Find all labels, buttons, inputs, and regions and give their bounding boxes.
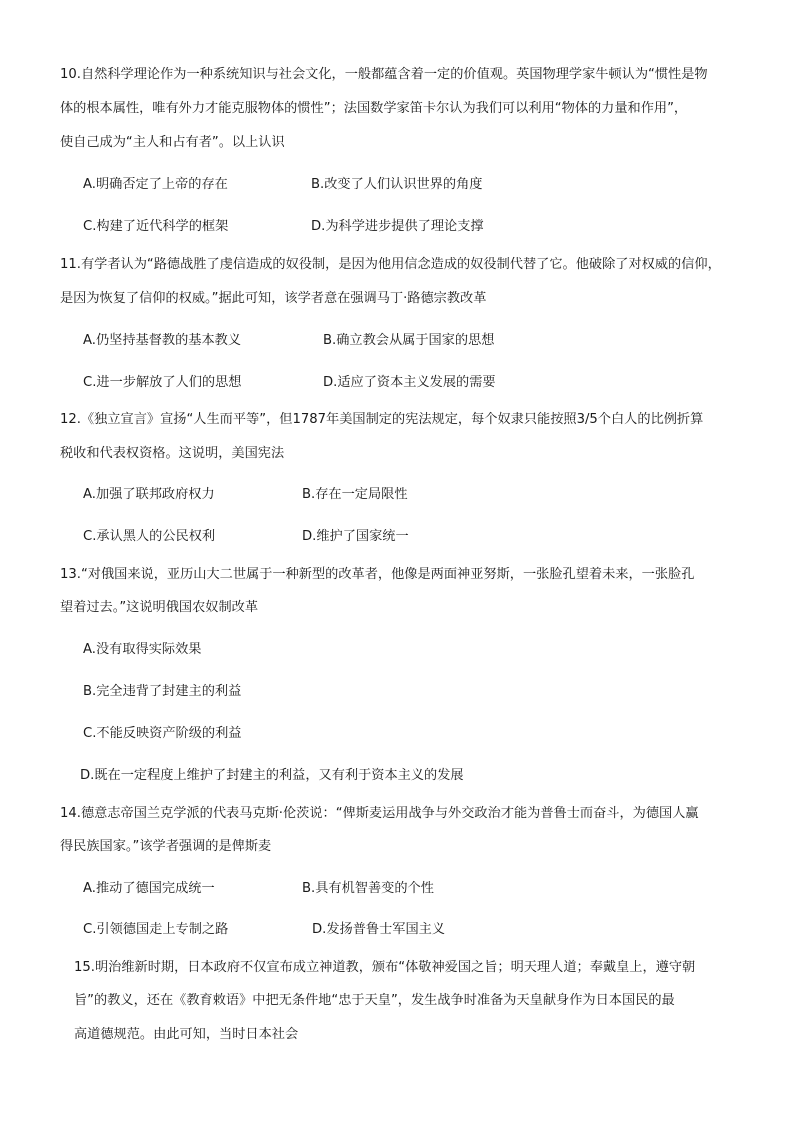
- q13-stem-line-2: 望着过去。”这说明俄国农奴制改革: [60, 600, 259, 615]
- q14-option-c: C.引领德国走上专制之路: [83, 922, 229, 937]
- q15-stem-line-1: 15.明治维新时期，日本政府不仅宣布成立神道教，颁布“体敬神爱国之旨；明天理人道；奉戴皇上，遵守朝: [74, 960, 696, 975]
- q10-option-c: C.构建了近代科学的框架: [83, 219, 229, 234]
- q12-option-d: D.维护了国家统一: [302, 529, 409, 544]
- q15-stem-line-3: 高道德规范。由此可知，当时日本社会: [74, 1027, 299, 1042]
- q13-stem-line-1: 13.“对俄国来说，亚历山大二世属于一种新型的改革者，他像是两面神亚努斯，一张脸孔望着未来，一张脸孔: [60, 567, 695, 582]
- q14-option-d: D.发扬普鲁士军国主义: [312, 922, 446, 937]
- q11-option-c: C.进一步解放了人们的思想: [83, 375, 242, 390]
- q11-option-a: A.仍坚持基督教的基本教义: [83, 333, 242, 348]
- q12-stem-line-1: 12.《独立宣言》宣扬“人生而平等”，但1787年美国制定的宪法规定，每个奴隶只能按照3/5个白人的比例折算: [60, 412, 704, 427]
- q12-option-a: A.加强了联邦政府权力: [83, 487, 215, 502]
- q10-option-a: A.明确否定了上帝的存在: [83, 177, 228, 192]
- q12-stem-line-2: 税收和代表权资格。这说明，美国宪法: [60, 446, 285, 461]
- q12-option-c: C.承认黑人的公民权利: [83, 529, 216, 544]
- q15-stem-line-2: 旨”的教义，还在《教育敕语》中把无条件地“忠于天皇”，发生战争时准备为天皇献身作为日本国民的最: [74, 993, 675, 1008]
- q11-stem-line-1: 11.有学者认为“路德战胜了虔信造成的奴役制，是因为他用信念造成的奴役制代替了它。他破除了对权威的信仰，: [60, 257, 721, 272]
- q14-stem-line-2: 得民族国家。”该学者强调的是俾斯麦: [60, 839, 272, 854]
- q13-option-a: A.没有取得实际效果: [83, 642, 202, 657]
- q10-stem-line-3: 使自己成为“主人和占有者”。以上认识: [60, 135, 285, 150]
- q10-stem-line-2: 体的根本属性，唯有外力才能克服物体的惯性”；法国数学家笛卡尔认为我们可以利用“物体的力量和作用”，: [60, 101, 688, 116]
- q10-stem-line-1: 10.自然科学理论作为一种系统知识与社会文化，一般都蕴含着一定的价值观。英国物理学家牛顿认为“惯性是物: [60, 67, 708, 82]
- q10-option-d: D.为科学进步提供了理论支撑: [311, 219, 484, 234]
- q11-stem-line-2: 是因为恢复了信仰的权威。”据此可知，该学者意在强调马丁·路德宗教改革: [60, 291, 487, 306]
- q13-option-d: D.既在一定程度上维护了封建主的利益，又有利于资本主义的发展: [80, 768, 464, 783]
- q13-option-b: B.完全违背了封建主的利益: [83, 684, 242, 699]
- q14-stem-line-1: 14.德意志帝国兰克学派的代表马克斯·伦茨说：“俾斯麦运用战争与外交政治才能为普鲁士而奋斗，为德国人赢: [60, 806, 699, 821]
- q10-option-b: B.改变了人们认识世界的角度: [311, 177, 483, 192]
- q11-option-d: D.适应了资本主义发展的需要: [323, 375, 496, 390]
- q11-option-b: B.确立教会从属于国家的思想: [323, 333, 495, 348]
- q14-option-b: B.具有机智善变的个性: [302, 881, 434, 896]
- q13-option-c: C.不能反映资产阶级的利益: [83, 726, 242, 741]
- q12-option-b: B.存在一定局限性: [302, 487, 408, 502]
- q14-option-a: A.推动了德国完成统一: [83, 881, 215, 896]
